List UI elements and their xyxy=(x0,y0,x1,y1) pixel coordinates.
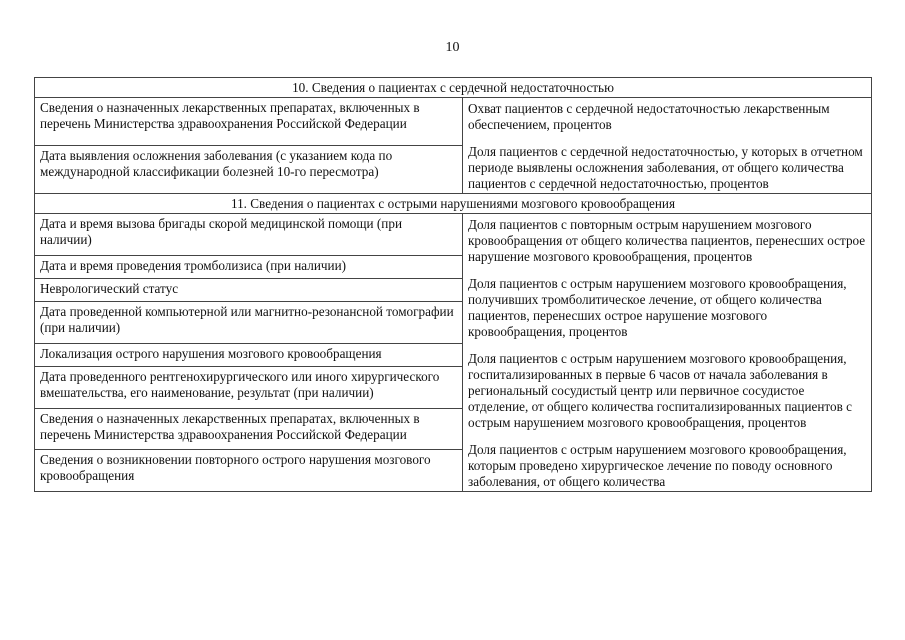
data-field-cell: Дата проведенной компьютерной или магнитно-резонансной томографии (при наличии) xyxy=(35,302,463,344)
section-11-header-row xyxy=(35,194,872,214)
section-10-header-row xyxy=(35,78,872,98)
indicator-item: Доля пациентов с острым нарушением мозгового кровообращения, госпитализированных в первые 6 часов от начала заболевания в региональный сосудистый центр или первичное сосудистое отделение, от общего количества госпитализированных пациентов с острым нарушением мозгового кровообращения, процентов xyxy=(468,351,852,430)
data-field-cell: Дата и время проведения тромболизиса (при наличии) xyxy=(35,255,463,278)
table-row xyxy=(35,214,872,256)
section-10-title: 10. Сведения о пациентах с сердечной недостаточностью xyxy=(35,78,872,98)
section-11-title: 11. Сведения о пациентах с острыми нарушениями мозгового кровообращения xyxy=(35,194,872,214)
data-field-cell: Сведения о возникновении повторного острого нарушения мозгового кровообращения xyxy=(35,450,463,492)
indicators-cell xyxy=(463,98,872,194)
indicator-item: Доля пациентов с сердечной недостаточностью, у которых в отчетном периоде выявлены осложнения заболевания, от общего количества пациентов с сердечной недостаточностью, процентов xyxy=(468,144,863,191)
data-field-cell: Дата и время вызова бригады скорой медицинской помощи (при наличии) xyxy=(35,214,463,256)
data-field-cell: Сведения о назначенных лекарственных препаратах, включенных в перечень Министерства здравоохранения Российской Федерации xyxy=(35,98,463,146)
data-field-cell: Дата выявления осложнения заболевания (с указанием кода по международной классификации болезней 10-го пересмотра) xyxy=(35,146,463,194)
page-number: 10 xyxy=(445,40,460,55)
indicator-item: Доля пациентов с повторным острым нарушением мозгового кровообращения от общего количества пациентов, перенесших острое нарушение мозгового кровообращения, процентов xyxy=(468,217,866,264)
indicator-item: Доля пациентов с острым нарушением мозгового кровообращения, получивших тромболитическое лечение, от общего количества пациентов, перенесших острое нарушение мозгового кровообращения, процентов xyxy=(468,276,847,339)
data-field-cell: Неврологический статус xyxy=(35,278,463,301)
data-table xyxy=(34,77,872,492)
table-row xyxy=(35,98,872,146)
indicators-cell xyxy=(463,214,872,492)
data-field-cell: Дата проведенного рентгенохирургического или иного хирургического вмешательства, его наименование, результат (при наличии) xyxy=(35,366,463,408)
indicator-item: Доля пациентов с острым нарушением мозгового кровообращения, которым проведено хирургическое лечение по поводу основного заболевания, от общего количества xyxy=(468,442,847,489)
data-field-cell: Сведения о назначенных лекарственных препаратах, включенных в перечень Министерства здравоохранения Российской Федерации xyxy=(35,408,463,450)
data-field-cell: Локализация острого нарушения мозгового кровообращения xyxy=(35,343,463,366)
indicator-item: Охват пациентов с сердечной недостаточностью лекарственным обеспечением, процентов xyxy=(468,101,830,132)
